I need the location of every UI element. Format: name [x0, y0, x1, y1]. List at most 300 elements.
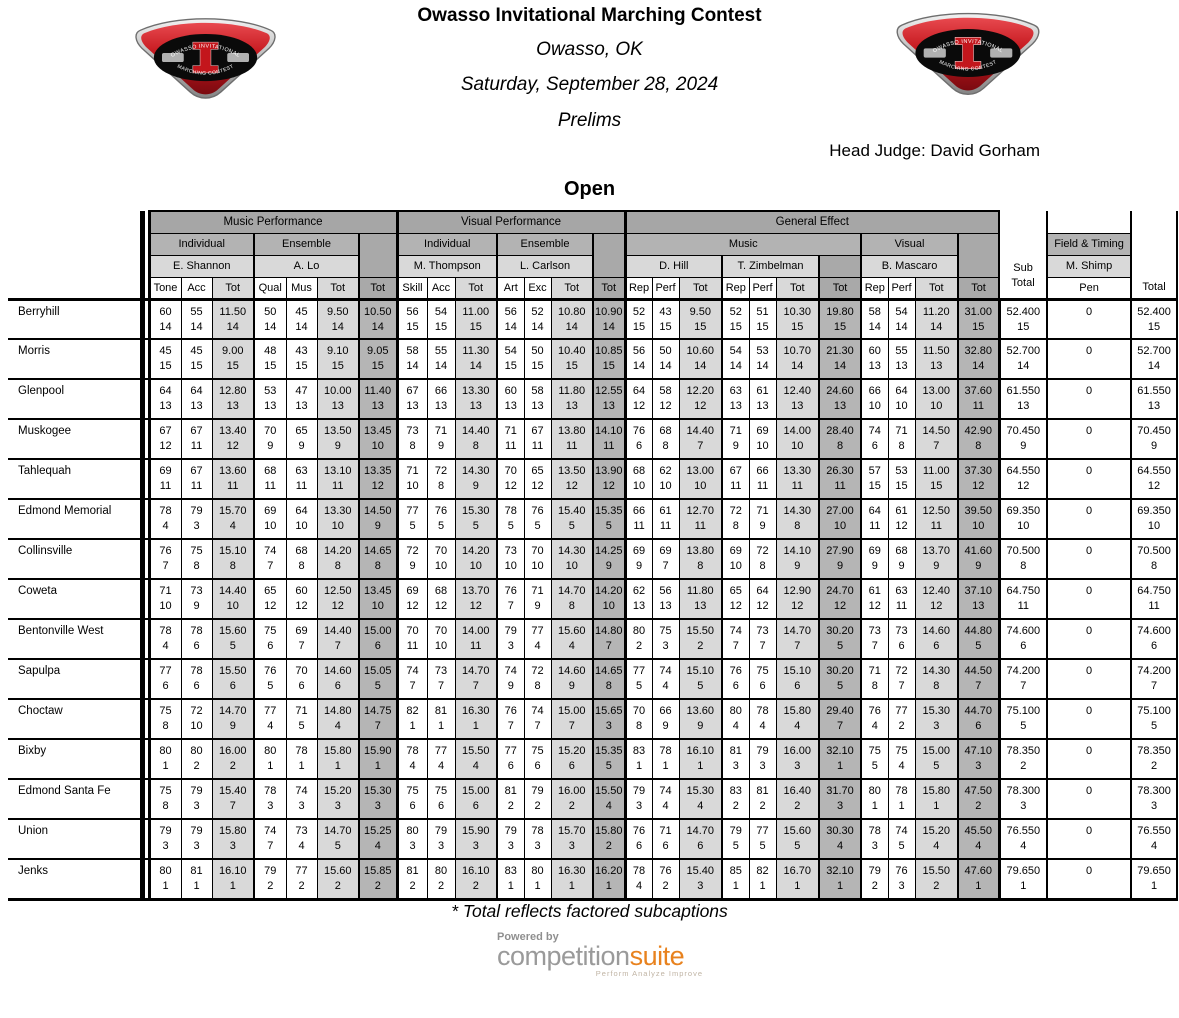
- score-cell: [181, 659, 212, 699]
- score-value: 15.30: [922, 705, 951, 717]
- rank-value: 5: [298, 720, 305, 732]
- penalty-cell: [1047, 779, 1131, 819]
- name-divider-bar: [137, 539, 149, 579]
- rank-value: 3: [605, 720, 612, 732]
- rank-value: 15: [190, 360, 203, 372]
- score-value: 13.45: [363, 585, 392, 597]
- rank-value: 13: [371, 400, 384, 412]
- score-cell: [861, 619, 888, 659]
- score-value: 71: [868, 665, 881, 677]
- score-cell: [888, 739, 915, 779]
- school-name: Glenpool: [8, 379, 137, 419]
- score-value: 77: [406, 505, 419, 517]
- score-cell: [679, 619, 722, 659]
- score-value: 63: [295, 465, 308, 477]
- score-cell: [497, 499, 524, 539]
- score-cell: [149, 819, 181, 859]
- school-name: Morris: [8, 339, 137, 379]
- score-cell: [593, 459, 625, 499]
- rank-value: 3: [1150, 800, 1158, 812]
- score-cell: [455, 579, 497, 619]
- score-cell: [497, 859, 524, 899]
- subtotal-header-line1: Sub: [1013, 262, 1033, 275]
- score-value: 14.10: [595, 425, 623, 437]
- score-value: 64: [295, 505, 308, 517]
- score-cell: [776, 819, 819, 859]
- score-value: 80: [729, 705, 742, 717]
- subtotal-cell: [999, 459, 1047, 499]
- score-value: 0: [1085, 425, 1093, 437]
- score-cell: [679, 859, 722, 899]
- rank-value: 11: [730, 480, 742, 492]
- score-value: 79: [190, 825, 203, 837]
- rank-value: 3: [933, 720, 940, 732]
- score-value: 70: [434, 625, 448, 637]
- score-cell: [958, 539, 999, 579]
- rank-value: 1: [298, 760, 305, 772]
- score-value: 52: [729, 305, 742, 318]
- score-value: 79: [190, 785, 203, 797]
- score-cell: [722, 419, 749, 459]
- score-value: 0: [1085, 585, 1093, 597]
- score-cell: [958, 659, 999, 699]
- rank-value: 13: [159, 400, 172, 412]
- score-value: 14.30: [558, 545, 586, 557]
- rank-value: 6: [437, 800, 445, 812]
- score-cell: [149, 299, 181, 339]
- score-value: 16.00: [218, 745, 247, 757]
- rank-value: 5: [759, 840, 766, 852]
- rank-value: 4: [534, 640, 541, 652]
- score-cell: [819, 659, 861, 699]
- score-value: 14.70: [558, 585, 586, 597]
- rank-value: 8: [298, 560, 305, 572]
- score-value: 78: [406, 745, 419, 757]
- score-cell: [652, 579, 679, 619]
- name-divider-bar: [137, 299, 149, 339]
- score-cell: [958, 739, 999, 779]
- rank-value: 4: [662, 800, 669, 812]
- visual-total-spacer: [593, 233, 625, 277]
- score-cell: [524, 819, 551, 859]
- name-divider-bar: [137, 699, 149, 739]
- score-value: 39.50: [964, 505, 993, 517]
- score-value: 15.10: [218, 545, 247, 557]
- score-value: 14.70: [218, 705, 247, 717]
- rank-value: 12: [756, 600, 769, 612]
- rank-value: 5: [568, 520, 575, 532]
- rank-value: 9: [975, 560, 982, 572]
- subtotal-cell: [999, 739, 1047, 779]
- score-cell: [679, 699, 722, 739]
- rank-value: 5: [605, 760, 612, 772]
- score-value: 74: [531, 705, 544, 717]
- rank-value: 1: [1020, 880, 1027, 892]
- caption-tot: Tot: [455, 277, 497, 299]
- rank-value: 6: [975, 720, 982, 732]
- score-cell: [819, 859, 861, 899]
- score-cell: [958, 339, 999, 379]
- score-cell: [181, 339, 212, 379]
- score-value: 14.50: [363, 505, 392, 517]
- score-cell: [181, 779, 212, 819]
- score-cell: [254, 499, 286, 539]
- score-value: 9.50: [689, 305, 711, 318]
- score-cell: [524, 539, 551, 579]
- score-value: 10.70: [783, 345, 812, 357]
- total-cell: [1131, 539, 1177, 579]
- rank-value: 4: [871, 720, 878, 732]
- score-value: 61.550: [1137, 385, 1171, 397]
- score-value: 78: [895, 785, 908, 797]
- score-cell: [359, 299, 397, 339]
- rank-value: 1: [409, 720, 416, 732]
- rank-value: 5: [472, 520, 479, 532]
- rank-value: 6: [898, 640, 905, 652]
- rank-value: 5: [1020, 720, 1027, 732]
- rank-value: 11: [756, 480, 769, 492]
- score-cell: [359, 379, 397, 419]
- score-value: 74: [406, 665, 419, 677]
- score-value: 61: [868, 585, 881, 597]
- rank-value: 14: [295, 320, 308, 333]
- rank-value: 12: [972, 480, 985, 492]
- score-cell: [427, 859, 455, 899]
- rank-value: 10: [264, 520, 277, 532]
- score-value: 50: [531, 345, 544, 357]
- score-cell: [722, 539, 749, 579]
- rank-value: 13: [930, 360, 943, 372]
- rank-value: 5: [697, 680, 704, 692]
- rank-value: 14: [565, 320, 578, 333]
- score-cell: [181, 619, 212, 659]
- score-cell: [861, 699, 888, 739]
- score-value: 65: [295, 425, 308, 437]
- rank-value: 7: [794, 640, 801, 652]
- score-cell: [679, 819, 722, 859]
- total-cell: [1131, 459, 1177, 499]
- rank-value: 1: [635, 760, 643, 772]
- score-cell: [317, 819, 359, 859]
- rank-value: 12: [159, 440, 172, 452]
- rank-value: 7: [697, 440, 704, 452]
- rank-value: 12: [565, 480, 578, 492]
- score-value: 80: [632, 625, 646, 637]
- score-value: 82: [756, 865, 769, 877]
- rank-value: 6: [732, 680, 739, 692]
- rank-value: 7: [162, 560, 169, 572]
- score-cell: [551, 619, 593, 659]
- school-name: Bixby: [8, 739, 137, 779]
- rank-value: 2: [267, 880, 274, 892]
- score-cell: [397, 539, 427, 579]
- rank-value: 7: [759, 640, 766, 652]
- score-value: 11.50: [922, 345, 950, 357]
- score-cell: [397, 339, 427, 379]
- rank-value: 12: [469, 600, 482, 612]
- score-value: 58: [531, 385, 544, 397]
- score-cell: [749, 419, 776, 459]
- rank-value: 9: [229, 720, 236, 732]
- school-row: [8, 619, 1177, 659]
- rank-value: 9: [1020, 440, 1027, 452]
- score-cell: [888, 299, 915, 339]
- score-cell: [625, 699, 652, 739]
- score-value: 10.50: [363, 305, 392, 318]
- score-value: 70: [295, 665, 308, 677]
- score-cell: [679, 739, 722, 779]
- score-value: 50: [264, 305, 277, 318]
- rank-value: 6: [1150, 640, 1158, 652]
- event-date: Saturday, September 28, 2024: [460, 74, 719, 95]
- rank-value: 12: [504, 480, 517, 492]
- score-value: 78.350: [1006, 745, 1041, 757]
- score-value: 72: [895, 665, 908, 677]
- school-name: Edmond Santa Fe: [8, 779, 137, 819]
- caption-tot: Tot: [551, 277, 593, 299]
- score-cell: [722, 379, 749, 419]
- score-cell: [915, 779, 958, 819]
- score-cell: [652, 779, 679, 819]
- rank-value: 3: [836, 800, 844, 812]
- section-visual-performance: Visual Performance: [397, 211, 625, 233]
- rank-value: 3: [898, 880, 905, 892]
- score-value: 74: [659, 665, 672, 677]
- score-cell: [888, 819, 915, 859]
- rank-value: 13: [190, 400, 203, 412]
- score-value: 70.500: [1006, 545, 1041, 557]
- score-cell: [551, 459, 593, 499]
- rank-value: 9: [374, 520, 381, 532]
- score-value: 52.400: [1006, 305, 1041, 318]
- score-value: 11.80: [558, 385, 586, 397]
- rank-value: 13: [226, 400, 239, 412]
- score-cell: [397, 379, 427, 419]
- score-value: 76: [264, 665, 277, 677]
- score-cell: [212, 339, 254, 379]
- rank-value: 15: [1017, 320, 1030, 333]
- score-cell: [397, 419, 427, 459]
- score-cell: [455, 419, 497, 459]
- score-value: 64: [868, 505, 881, 517]
- score-cell: [551, 859, 593, 899]
- school-row: [8, 339, 1177, 379]
- rank-value: 5: [374, 680, 381, 692]
- score-cell: [888, 379, 915, 419]
- rank-value: 9: [759, 520, 766, 532]
- score-value: 82: [406, 705, 419, 717]
- score-cell: [181, 699, 212, 739]
- score-cell: [212, 499, 254, 539]
- score-cell: [551, 659, 593, 699]
- score-value: 80: [434, 865, 448, 877]
- rank-value: 1: [534, 880, 541, 892]
- score-value: 54: [434, 305, 448, 318]
- caption-music-tot: Tot: [359, 277, 397, 299]
- score-cell: [861, 339, 888, 379]
- score-value: 78: [159, 625, 172, 637]
- score-cell: [317, 659, 359, 699]
- score-value: 14.70: [462, 665, 490, 677]
- score-cell: [397, 699, 427, 739]
- score-value: 14.75: [363, 705, 392, 717]
- score-value: 58: [868, 305, 881, 318]
- penalty-cell: [1047, 579, 1131, 619]
- caption-perf: Perf: [749, 277, 776, 299]
- caption-acc: Acc: [181, 277, 212, 299]
- score-value: 15.50: [686, 625, 715, 637]
- rank-value: 3: [193, 800, 200, 812]
- score-cell: [497, 659, 524, 699]
- score-value: 85: [729, 865, 742, 877]
- score-value: 72: [756, 545, 769, 557]
- rank-value: 12: [371, 480, 384, 492]
- score-value: 14.80: [595, 625, 623, 637]
- score-cell: [679, 459, 722, 499]
- score-value: 67: [406, 385, 419, 397]
- score-cell: [551, 379, 593, 419]
- score-cell: [359, 459, 397, 499]
- rank-value: 7: [732, 640, 739, 652]
- rank-value: 6: [697, 840, 704, 852]
- score-cell: [149, 699, 181, 739]
- score-cell: [212, 379, 254, 419]
- score-value: 81: [756, 785, 769, 797]
- score-value: 80: [190, 745, 203, 757]
- score-cell: [551, 419, 593, 459]
- score-cell: [722, 859, 749, 899]
- score-cell: [776, 419, 819, 459]
- score-value: 15.60: [323, 865, 352, 877]
- score-value: 0: [1085, 385, 1093, 397]
- logo-arc-top-text: OWASSO INVITATIONAL: [931, 38, 1005, 55]
- score-value: 10.80: [558, 305, 586, 318]
- rank-value: 13: [295, 400, 308, 412]
- score-value: 55: [190, 305, 203, 318]
- score-value: 75: [190, 545, 203, 557]
- score-cell: [317, 459, 359, 499]
- score-value: 14.20: [323, 545, 352, 557]
- rank-value: 2: [1020, 760, 1027, 772]
- score-value: 74: [264, 545, 277, 557]
- rank-value: 10: [791, 440, 804, 452]
- score-value: 29.40: [826, 705, 854, 717]
- score-cell: [254, 339, 286, 379]
- rank-value: 7: [472, 680, 479, 692]
- score-cell: [915, 579, 958, 619]
- score-value: 79: [531, 785, 544, 797]
- rank-value: 12: [791, 600, 804, 612]
- score-cell: [397, 579, 427, 619]
- rank-value: 6: [568, 760, 575, 772]
- rank-value: 5: [732, 840, 739, 852]
- subtotal-cell: [999, 859, 1047, 899]
- rank-value: 15: [264, 360, 277, 372]
- score-cell: [776, 699, 819, 739]
- score-value: 11.80: [686, 585, 714, 597]
- penalty-cell: [1047, 419, 1131, 459]
- score-value: 11.50: [219, 305, 247, 318]
- score-value: 11.40: [364, 385, 392, 397]
- score-cell: [212, 739, 254, 779]
- score-value: 55: [434, 345, 448, 357]
- score-cell: [149, 539, 181, 579]
- score-value: 83: [729, 785, 742, 797]
- score-value: 71: [895, 425, 908, 437]
- score-cell: [776, 459, 819, 499]
- score-cell: [593, 299, 625, 339]
- score-cell: [524, 579, 551, 619]
- rank-value: 11: [869, 520, 881, 532]
- score-cell: [861, 539, 888, 579]
- score-cell: [819, 299, 861, 339]
- score-cell: [317, 699, 359, 739]
- score-value: 15.60: [558, 625, 586, 637]
- score-cell: [749, 859, 776, 899]
- score-cell: [652, 699, 679, 739]
- score-value: 70: [504, 465, 517, 477]
- score-value: 24.60: [826, 385, 854, 397]
- score-cell: [776, 779, 819, 819]
- competitionsuite-logo: [497, 943, 703, 969]
- score-value: 77: [632, 665, 646, 677]
- rank-value: 10: [469, 560, 482, 572]
- caption-qual: Qual: [254, 277, 286, 299]
- score-value: 0: [1085, 665, 1093, 677]
- score-value: 70: [531, 545, 544, 557]
- rank-value: 11: [264, 480, 276, 492]
- rank-value: 14: [602, 320, 615, 333]
- rank-value: 3: [409, 840, 416, 852]
- score-cell: [254, 299, 286, 339]
- score-cell: [915, 699, 958, 739]
- rank-value: 12: [694, 400, 707, 412]
- score-cell: [819, 619, 861, 659]
- rank-value: 8: [975, 440, 982, 452]
- score-value: 75: [895, 745, 908, 757]
- score-table: [8, 210, 1178, 901]
- score-value: 79: [434, 825, 448, 837]
- score-value: 69: [756, 425, 769, 437]
- rank-value: 6: [1020, 640, 1027, 652]
- score-cell: [819, 419, 861, 459]
- score-cell: [254, 579, 286, 619]
- score-cell: [776, 739, 819, 779]
- score-value: 75: [159, 705, 172, 717]
- score-value: 76: [659, 865, 672, 877]
- rank-value: 14: [972, 360, 985, 372]
- score-value: 80: [264, 745, 277, 757]
- score-cell: [776, 619, 819, 659]
- score-cell: [286, 739, 317, 779]
- score-cell: [551, 499, 593, 539]
- school-row: [8, 459, 1177, 499]
- score-value: 71: [406, 465, 419, 477]
- score-value: 13.30: [462, 385, 490, 397]
- rank-value: 2: [662, 880, 669, 892]
- score-cell: [551, 819, 593, 859]
- score-value: 10.30: [783, 305, 812, 318]
- rank-value: 11: [159, 480, 172, 492]
- score-cell: [359, 539, 397, 579]
- score-value: 78: [264, 785, 277, 797]
- rank-value: 6: [334, 680, 341, 692]
- rank-value: 8: [1150, 560, 1158, 572]
- score-value: 64.750: [1137, 585, 1171, 597]
- rank-value: 9: [898, 560, 905, 572]
- rank-value: 1: [267, 760, 274, 772]
- score-value: 0: [1085, 785, 1093, 797]
